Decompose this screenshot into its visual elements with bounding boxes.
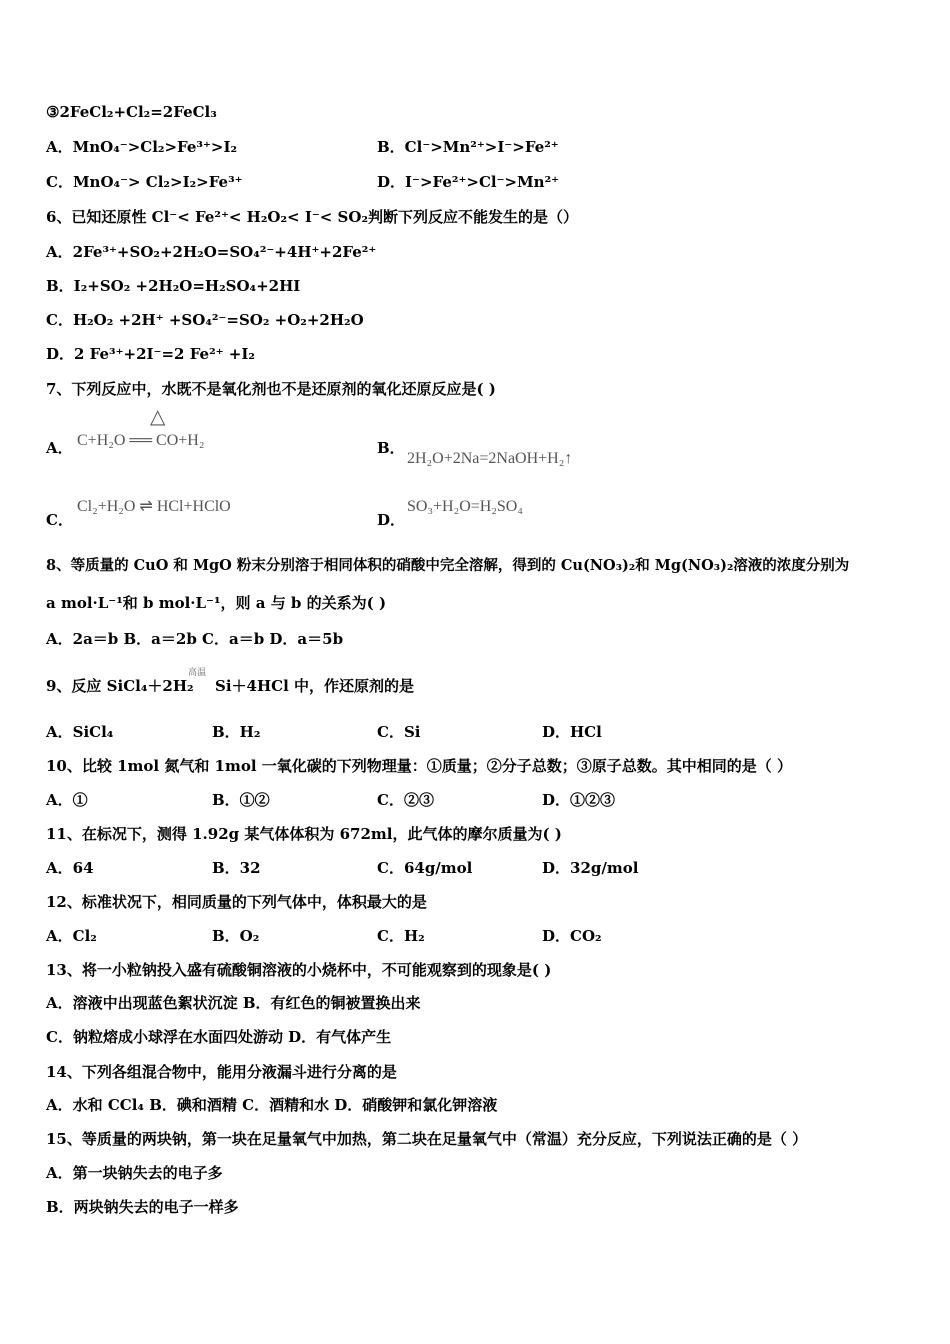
q9-stem-part2: Si＋4HCl 中，作还原剂的是 (215, 677, 414, 695)
q5-reaction3: ③2FeCl₂+Cl₂=2FeCl₃ (46, 103, 217, 121)
q7-equation-b: 2H₂O+2Na=2NaOH+H₂↑ (407, 450, 573, 467)
q10-option-a: A．① (46, 791, 88, 809)
q5-option-b: B．Cl⁻>Mn²⁺>I⁻>Fe²⁺ (377, 138, 559, 156)
q13-options-cd: C．钠粒熔成小球浮在水面四处游动 D．有气体产生 (46, 1028, 392, 1046)
q11-option-b: B．32 (212, 859, 261, 877)
q5-option-a: A．MnO₄⁻>Cl₂>Fe³⁺>I₂ (46, 138, 238, 156)
q10-option-d: D．①②③ (542, 791, 616, 809)
q12-option-b: B．O₂ (212, 927, 260, 945)
q8-options: A．2a＝b B．a＝2b C．a＝b D．a＝5b (46, 630, 344, 648)
q8-stem-line2: a mol·L⁻¹和 b mol·L⁻¹，则 a 与 b 的关系为( ) (46, 594, 387, 612)
q15-stem: 15、等质量的两块钠，第一块在足量氧气中加热，第二块在足量氧气中（常温）充分反应，下列说法正确的是（ ） (46, 1130, 808, 1148)
q12-option-a: A．Cl₂ (46, 927, 97, 945)
q7-equation-a: C+H₂O ══ CO+H₂ (77, 432, 205, 449)
q11-option-a: A．64 (46, 859, 94, 877)
q10-option-c: C．②③ (377, 791, 434, 809)
q9-option-d: D．HCl (542, 723, 602, 741)
q10-option-b: B．①② (212, 791, 270, 809)
q12-stem: 12、标准状况下，相同质量的下列气体中，体积最大的是 (46, 893, 427, 911)
q15-option-a: A．第一块钠失去的电子多 (46, 1164, 223, 1182)
q6-stem: 6、已知还原性 Cl⁻< Fe²⁺< H₂O₂< I⁻< SO₂判断下列反应不能发生的是（） (46, 208, 579, 226)
q11-stem: 11、在标况下，测得 1.92g 某气体体积为 672ml，此气体的摩尔质量为( ) (46, 825, 562, 843)
q5-option-c: C．MnO₄⁻> Cl₂>I₂>Fe³⁺ (46, 173, 243, 191)
q9-condition: 高温 (188, 668, 207, 678)
q12-option-c: C．H₂ (377, 927, 425, 945)
q12-option-d: D．CO₂ (542, 927, 602, 945)
q6-option-a: A．2Fe³⁺+SO₂+2H₂O=SO₄²⁻+4H⁺+2Fe²⁺ (46, 243, 377, 261)
q6-option-c: C．H₂O₂ +2H⁺ +SO₄²⁻=SO₂ +O₂+2H₂O (46, 311, 364, 329)
q9-option-c: C．Si (377, 723, 421, 741)
q9-stem-part1: 9、反应 SiCl₄＋2H₂ (46, 677, 194, 695)
heat-triangle-icon: △ (150, 406, 166, 428)
q14-stem: 14、下列各组混合物中，能用分液漏斗进行分离的是 (46, 1063, 397, 1081)
q11-option-d: D．32g/mol (542, 859, 639, 877)
q8-stem-line1: 8、等质量的 CuO 和 MgO 粉末分别溶于相同体积的硝酸中完全溶解，得到的 Cu(NO₃)₂和 Mg(NO₃)₂溶液的浓度分别为 (46, 557, 850, 574)
q7-stem: 7、下列反应中，水既不是氧化剂也不是还原剂的氧化还原反应是( ) (46, 380, 496, 398)
q7-label-a: A． (46, 439, 73, 457)
q7-label-b: B． (377, 439, 405, 457)
q9-option-a: A．SiCl₄ (46, 723, 114, 741)
q10-stem: 10、比较 1mol 氮气和 1mol 一氧化碳的下列物理量：①质量；②分子总数；③原子总数。其中相同的是（ ） (46, 757, 793, 775)
q11-option-c: C．64g/mol (377, 859, 473, 877)
q7-label-c: C． (46, 511, 73, 529)
q15-option-b: B．两块钠失去的电子一样多 (46, 1198, 239, 1216)
q6-option-d: D．2 Fe³⁺+2I⁻=2 Fe²⁺ +I₂ (46, 345, 255, 363)
q7-label-d: D． (377, 511, 406, 529)
q5-option-d: D．I⁻>Fe²⁺>Cl⁻>Mn²⁺ (377, 173, 560, 191)
q14-options: A．水和 CCl₄ B．碘和酒精 C．酒精和水 D．硝酸钾和氯化钾溶液 (46, 1096, 498, 1114)
q13-options-ab: A．溶液中出现蓝色絮状沉淀 B．有红色的铜被置换出来 (46, 994, 421, 1012)
q13-stem: 13、将一小粒钠投入盛有硫酸铜溶液的小烧杯中，不可能观察到的现象是( ) (46, 961, 552, 979)
q7-equation-c: Cl₂+H₂O ⇌ HCl+HClO (77, 498, 231, 515)
q6-option-b: B．I₂+SO₂ +2H₂O=H₂SO₄+2HI (46, 277, 301, 295)
q9-option-b: B．H₂ (212, 723, 261, 741)
q7-equation-d: SO₃+H₂O=H₂SO₄ (407, 498, 523, 515)
